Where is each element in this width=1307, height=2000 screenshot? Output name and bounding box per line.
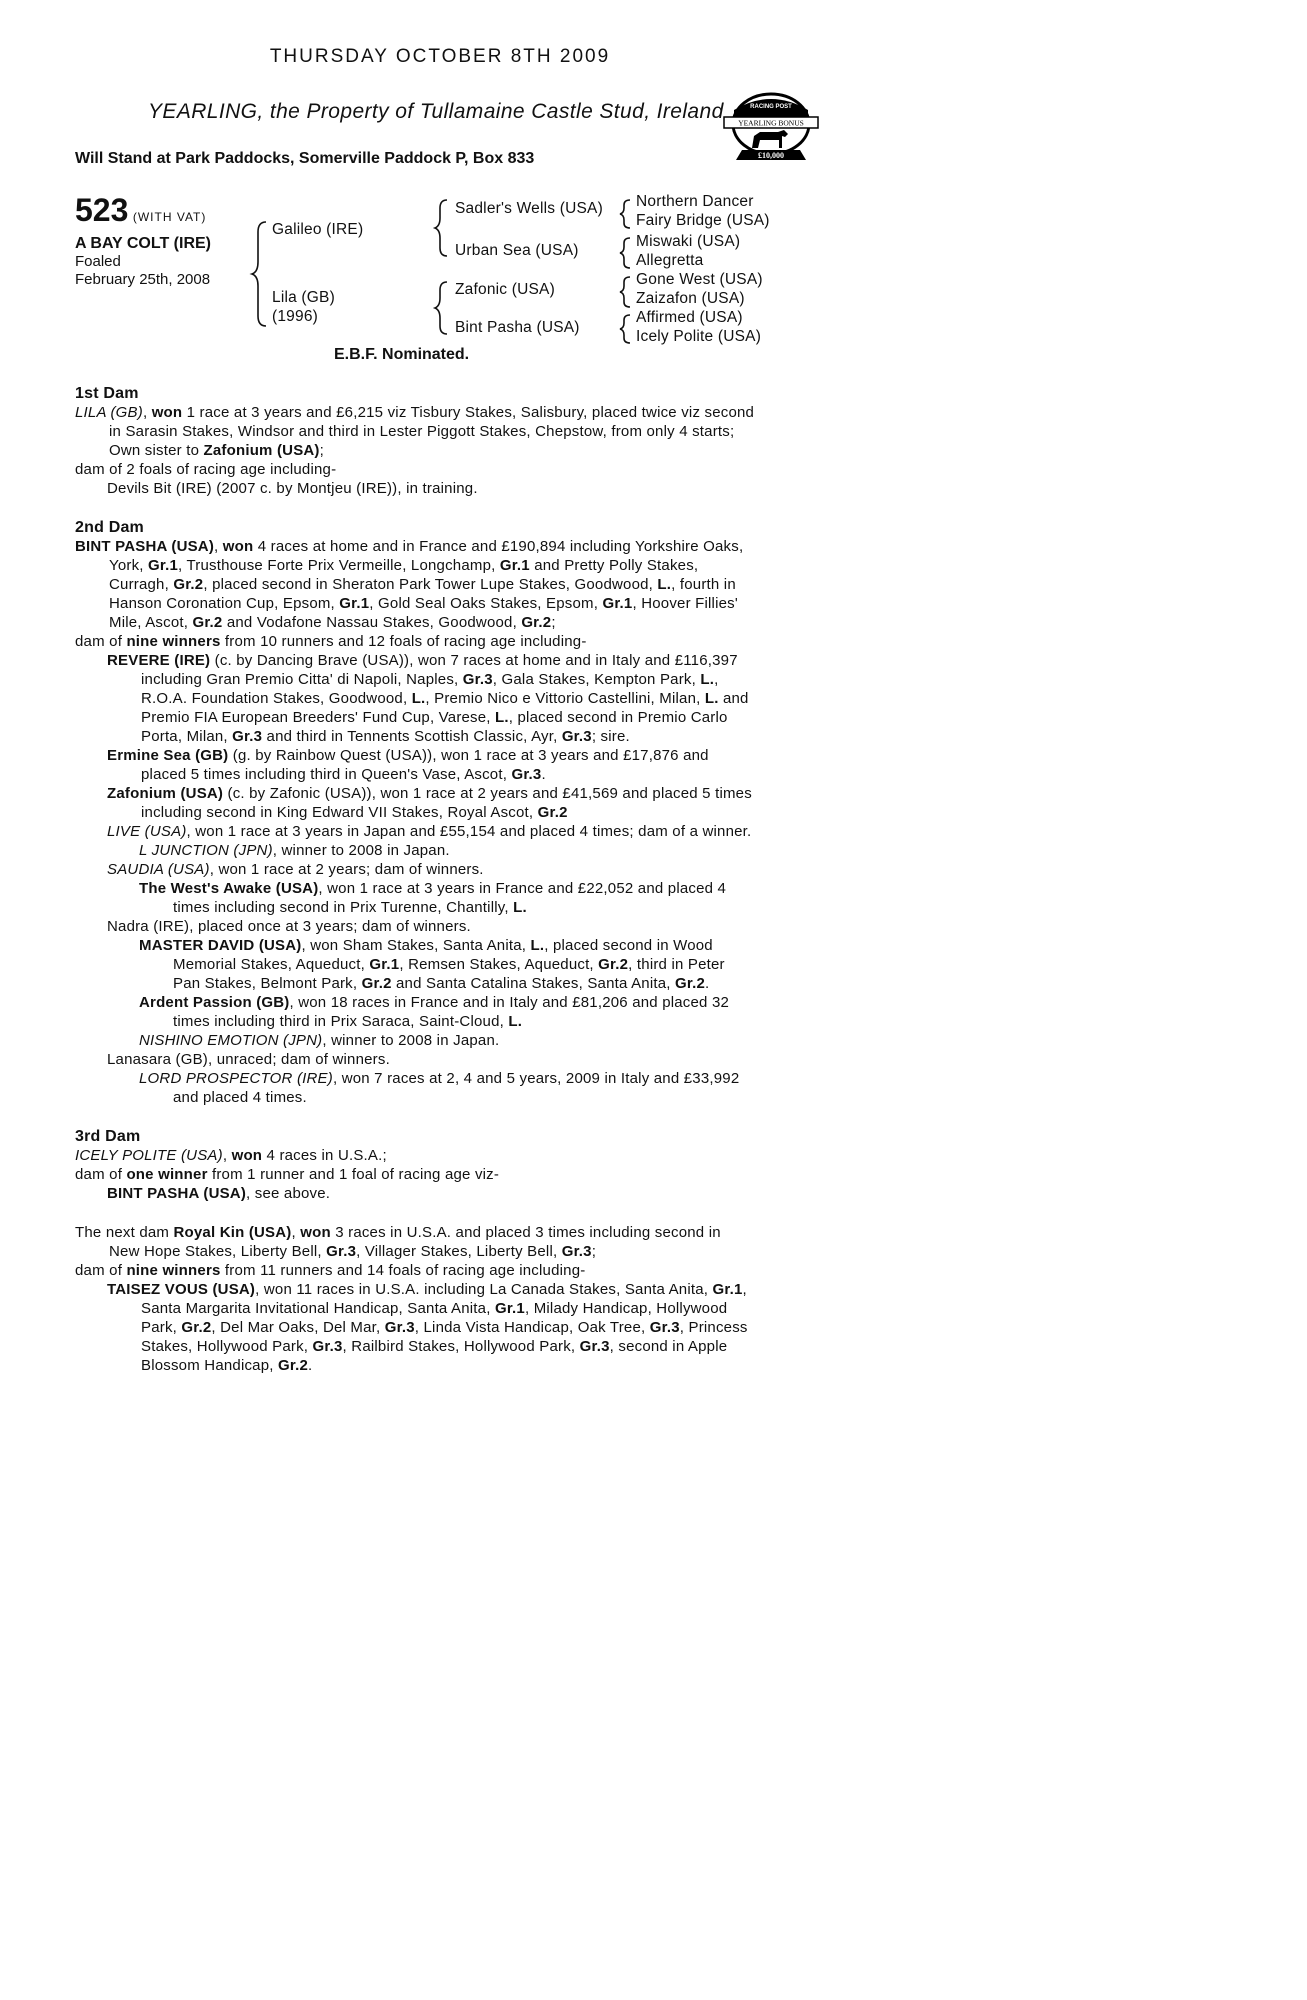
- grand-produce-item: Ardent Passion (GB), won 18 races in France and in Italy and £81,206 and placed 32 times including third in Prix Saraca, Saint-Cloud, L.: [139, 994, 730, 1030]
- second-dam-produce: dam of nine winners from 10 runners and 12 foals of racing age including-: [75, 633, 587, 650]
- lot-number: 523: [75, 192, 129, 228]
- badge-middle-text: YEARLING BONUS: [738, 118, 804, 128]
- third-dam-produce: dam of one winner from 1 runner and 1 foal of racing age viz-: [75, 1166, 500, 1183]
- next-dam-produce: dam of nine winners from 11 runners and 14 foals of racing age including-: [75, 1262, 586, 1279]
- produce-item: Lanasara (GB), unraced; dam of winners.: [107, 1051, 390, 1068]
- dss: Gone West (USA): [636, 271, 763, 288]
- first-dam-produce: dam of 2 foals of racing age including-: [75, 461, 337, 478]
- produce-item: LIVE (USA), won 1 race at 3 years in Japan and £55,154 and placed 4 times; dam of a winner.: [107, 823, 752, 840]
- stabling-location: Will Stand at Park Paddocks, Somerville Paddock P, Box 833: [75, 150, 535, 167]
- produce-item: Devils Bit (IRE) (2007 c. by Montjeu (IRE)), in training.: [107, 480, 478, 497]
- dds: Affirmed (USA): [636, 309, 743, 326]
- foaled-date: February 25th, 2008: [75, 271, 211, 288]
- first-dam-heading: 1st Dam: [75, 385, 139, 402]
- dam: Lila (GB): [272, 289, 335, 306]
- dam-dam: Bint Pasha (USA): [455, 319, 580, 336]
- grand-produce-item: NISHINO EMOTION (JPN), winner to 2008 in Japan.: [139, 1032, 500, 1049]
- ebf-note: E.B.F. Nominated.: [334, 346, 470, 363]
- third-dam-entry: ICELY POLITE (USA), won 4 races in U.S.A.;: [75, 1147, 387, 1164]
- first-dam-entry: LILA (GB), won 1 race at 3 years and £6,215 viz Tisbury Stakes, Salisbury, placed twice viz second in Sarasin Stakes, Windsor and third in Lester Piggott Stakes, Chepstow, from only 4 starts; Own sister to Zafonium (USA);: [75, 404, 755, 459]
- badge-amount-text: £10,000: [758, 151, 784, 160]
- produce-item: Zafonium (USA) (c. by Zafonic (USA)), won 1 race at 2 years and £41,569 and placed 5 times including second in King Edward VII Stakes, Royal Ascot, Gr.2: [107, 785, 752, 821]
- sire-dam: Urban Sea (USA): [455, 242, 579, 259]
- grand-produce-item: The West's Awake (USA), won 1 race at 3 years in France and £22,052 and placed 4 times including second in Prix Turenne, Chantilly, L.: [139, 880, 727, 916]
- sale-date: THURSDAY OCTOBER 8TH 2009: [269, 46, 611, 67]
- ssd: Fairy Bridge (USA): [636, 212, 770, 229]
- dam-sire: Zafonic (USA): [455, 281, 555, 298]
- ddd: Icely Polite (USA): [636, 328, 762, 345]
- produce-item: REVERE (IRE) (c. by Dancing Brave (USA)), won 7 races at home and in Italy and £116,397 including Gran Premio Citta' di Napoli, Naples, Gr.3, Gala Stakes, Kempton Park, L., R.O.A. Foundation Stakes, Goodwood, L., Premio Nico e Vittorio Castellini, Milan, L. and Premio FIA European Breeders' Fund Cup, Varese, L., placed second in Premio Carlo Porta, Milan, Gr.3 and third in Tennents Scottish Classic, Ayr, Gr.3; sire.: [107, 652, 749, 745]
- produce-item: SAUDIA (USA), won 1 race at 2 years; dam of winners.: [107, 861, 484, 878]
- sire-sire: Sadler's Wells (USA): [455, 200, 603, 217]
- dsd: Zaizafon (USA): [636, 290, 745, 307]
- sds: Miswaki (USA): [636, 233, 741, 250]
- dam-year: (1996): [272, 308, 319, 325]
- produce-item: TAISEZ VOUS (USA), won 11 races in U.S.A. including La Canada Stakes, Santa Anita, Gr.1, Santa Margarita Invitational Handicap, Santa Anita, Gr.1, Milady Handicap, Hollywood Park, Gr.2, Del Mar Oaks, Del Mar, Gr.3, Linda Vista Handicap, Oak Tree, Gr.3, Princess Stakes, Hollywood Park, Gr.3, Railbird Stakes, Hollywood Park, Gr.3, second in Apple Blossom Handicap, Gr.2.: [107, 1281, 748, 1374]
- sdd: Allegretta: [636, 252, 704, 269]
- lot-name: A BAY COLT (IRE): [75, 235, 212, 252]
- third-dam-heading: 3rd Dam: [75, 1128, 141, 1145]
- produce-item: Nadra (IRE), placed once at 3 years; dam of winners.: [107, 918, 471, 935]
- vat-note: (WITH VAT): [132, 210, 207, 224]
- sss: Northern Dancer: [636, 193, 754, 210]
- badge-top-text: RACING POST: [750, 104, 792, 110]
- grand-produce-item: LORD PROSPECTOR (IRE), won 7 races at 2, 4 and 5 years, 2009 in Italy and £33,992 and placed 4 times.: [139, 1070, 740, 1106]
- catalogue-notes: [75, 384, 755, 1375]
- second-dam-entry: BINT PASHA (USA), won 4 races at home and in France and £190,894 including Yorkshire Oaks, York, Gr.1, Trusthouse Forte Prix Vermeille, Longchamp, Gr.1 and Pretty Polly Stakes, Curragh, Gr.2, placed second in Sheraton Park Tower Lupe Stakes, Goodwood, L., fourth in Hanson Coronation Cup, Epsom, Gr.1, Gold Seal Oaks Stakes, Epsom, Gr.1, Hoover Fillies' Mile, Ascot, Gr.2 and Vodafone Nassau Stakes, Goodwood, Gr.2;: [75, 538, 744, 631]
- next-dam-entry: The next dam Royal Kin (USA), won 3 races in U.S.A. and placed 3 times including second in New Hope Stakes, Liberty Bell, Gr.3, Villager Stakes, Liberty Bell, Gr.3;: [75, 1224, 721, 1260]
- vendor-headline: YEARLING, the Property of Tullamaine Castle Stud, Ireland: [148, 100, 724, 123]
- second-dam-heading: 2nd Dam: [75, 519, 144, 536]
- grand-produce-item: L JUNCTION (JPN), winner to 2008 in Japan.: [139, 842, 450, 859]
- sire: Galileo (IRE): [272, 221, 364, 238]
- produce-item: BINT PASHA (USA), see above.: [107, 1185, 331, 1202]
- grand-produce-item: MASTER DAVID (USA), won Sham Stakes, Santa Anita, L., placed second in Wood Memorial Stakes, Aqueduct, Gr.1, Remsen Stakes, Aqueduct, Gr.2, third in Peter Pan Stakes, Belmont Park, Gr.2 and Santa Catalina Stakes, Santa Anita, Gr.2.: [139, 937, 725, 992]
- foaled-label: Foaled: [75, 253, 121, 270]
- produce-item: Ermine Sea (GB) (g. by Rainbow Quest (USA)), won 1 race at 3 years and £17,876 and placed 5 times including third in Queen's Vase, Ascot, Gr.3.: [107, 747, 709, 783]
